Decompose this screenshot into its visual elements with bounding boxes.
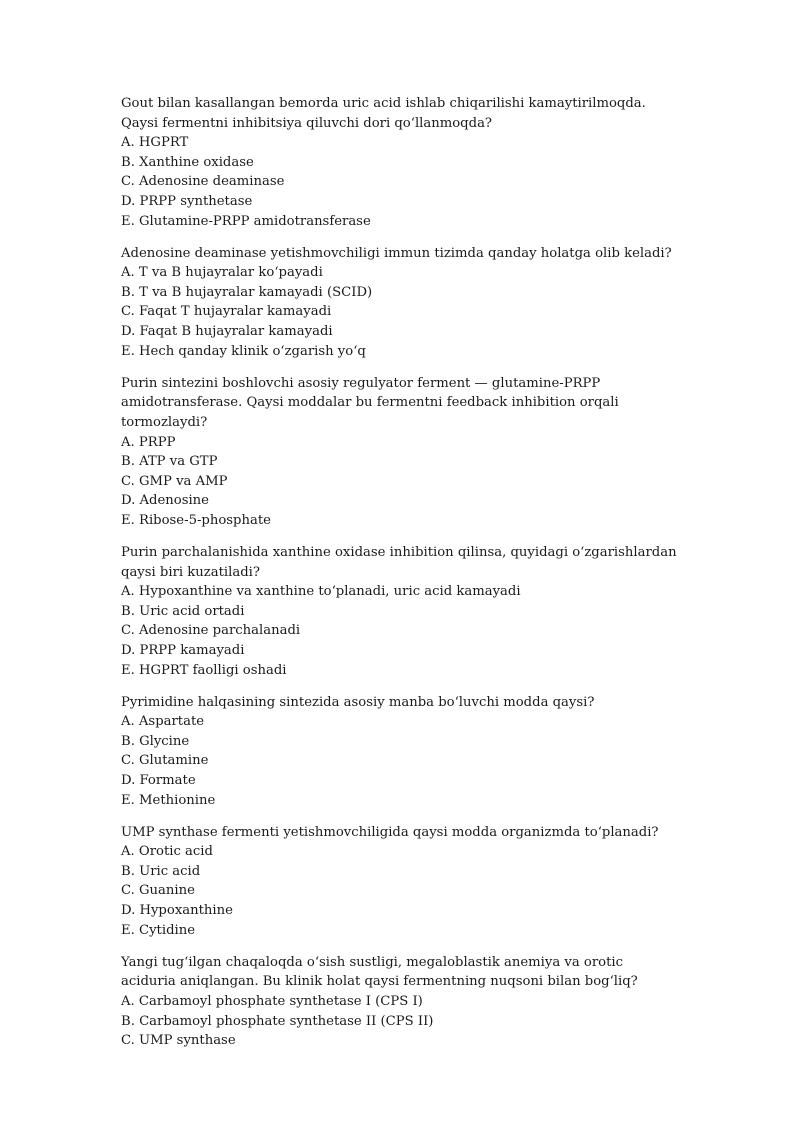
option-d: D. PRPP synthetase [121,193,253,209]
option-b: B. Xanthine oxidase [121,154,254,170]
question-text: Purin sintezini boshlovchi asosiy regulyator ferment — glutamine-PRPP amidotransferase. Qaysi moddalar bu fermentni feedback inhibition orqali tormozlaydi? [121,375,619,430]
option-c: C. Faqat T hujayralar kamayadi [121,304,332,320]
option-a: A. PRPP [121,434,176,450]
option-b: B. Uric acid ortadi [121,603,245,619]
question-text: Yangi tug‘ilgan chaqaloqda o‘sish sustligi, megaloblastik anemiya va orotic aciduria aniqlangan. Bu klinik holat qaysi fermentning nuqsoni bilan bog‘liq? [121,954,638,990]
option-c: C. GMP va AMP [121,473,228,489]
option-c: C. UMP synthase [121,1033,236,1049]
option-d: D. Formate [121,773,196,788]
question-6 [121,823,681,941]
option-list [121,433,681,531]
option-list [121,582,681,680]
option-a: A. Hypoxanthine va xanthine to‘planadi, uric acid kamayadi [121,584,521,600]
option-list [121,712,681,810]
question-text: Gout bilan kasallangan bemorda uric acid ishlab chiqarilishi kamaytirilmoqda. Qaysi fermentni inhibitsiya qiluvchi dori qo‘llanmoqda? [121,96,646,131]
question-2 [121,244,681,362]
option-b: B. Carbamoyl phosphate synthetase II (CPS II) [121,1013,434,1029]
option-list [121,263,681,361]
option-d: D. Hypoxanthine [121,903,233,919]
option-b: B. Glycine [121,733,190,749]
option-e: E. Hech qanday klinik o‘zgarish yo‘q [121,343,366,359]
question-5 [121,693,681,811]
option-d: D. Adenosine [121,493,209,509]
option-b: B. T va B hujayralar kamayadi (SCID) [121,284,373,300]
option-e: E. Ribose-5-phosphate [121,512,271,528]
question-text: Adenosine deaminase yetishmovchiligi immun tizimda qanday holatga olib keladi? [121,245,672,261]
question-1 [121,94,681,231]
option-list [121,992,681,1051]
option-a: A. T va B hujayralar ko‘payadi [121,265,323,281]
option-c: C. Guanine [121,883,195,899]
option-a: A. HGPRT [121,135,189,151]
question-text: Pyrimidine halqasining sintezida asosiy manba bo‘luvchi modda qaysi? [121,694,595,710]
question-text: UMP synthase fermenti yetishmovchiligida qaysi modda organizmda to‘planadi? [121,824,659,840]
question-7 [121,953,681,1051]
option-e: E. Glutamine-PRPP amidotransferase [121,213,371,229]
option-b: B. ATP va GTP [121,454,218,470]
option-list [121,133,681,231]
question-3 [121,374,681,531]
option-c: C. Adenosine deaminase [121,174,285,190]
option-a: A. Carbamoyl phosphate synthetase I (CPS I) [121,993,423,1009]
option-e: E. HGPRT faolligi oshadi [121,662,287,678]
option-list [121,842,681,940]
option-a: A. Aspartate [121,714,205,730]
question-text: Purin parchalanishida xanthine oxidase inhibition qilinsa, quyidagi o‘zgarishlardan qaysi biri kuzatiladi? [121,544,677,580]
option-b: B. Uric acid [121,863,201,879]
option-c: C. Adenosine parchalanadi [121,623,301,639]
option-e: E. Methionine [121,792,216,808]
question-4 [121,543,681,680]
option-a: A. Orotic acid [121,844,213,860]
document-page [121,94,681,1063]
option-e: E. Cytidine [121,922,196,938]
option-d: D. Faqat B hujayralar kamayadi [121,324,333,340]
option-d: D. PRPP kamayadi [121,642,245,658]
option-c: C. Glutamine [121,753,209,769]
